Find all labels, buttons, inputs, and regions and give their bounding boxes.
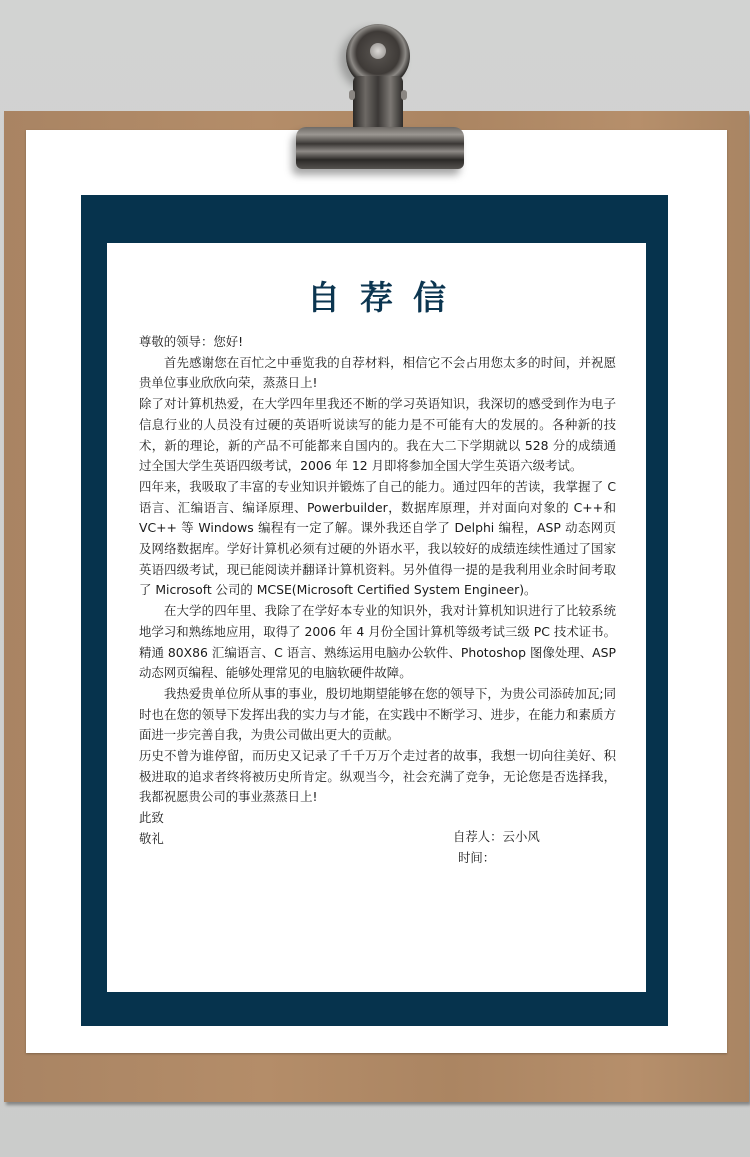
letter-title: 自荐信 bbox=[307, 278, 466, 317]
paragraph-conclusion: 历史不曾为谁停留，而历史又记录了千千万万个走过者的故事，我想一切向往美好、积极进取的追求者终将被历史所肯定。纵观当今，社会充满了竞争，无论您是否选择我，我都祝愿贵公司的事业蒸蒸日上! bbox=[139, 748, 616, 805]
paragraph-skills: 四年来，我吸取了丰富的专业知识并锻炼了自己的能力。通过四年的苦读，我掌握了 C 语言、汇编语言、编译原理、Powerbuilder，数据库原理，并对面向对象的 C++和 VC++ 等 Windows 编程有一定了解。课外我还自学了 Delphi 编程，ASP 动态网页及网络数据库。学好计算机必须有过硬的外语水平，我以较好的成绩连续性通过了国家英语四级考试，现已能阅读并翻译计算机资料。另外值得一提的是我利用业余时间考取了 Microsoft 公司的 MCSE(Microsoft Certified System Engineer)。 bbox=[139, 478, 616, 598]
clip-ring-hole bbox=[370, 43, 386, 59]
paragraph-certificates: 在大学的四年里、我除了在学好本专业的知识外，我对计算机知识进行了比较系统地学习和熟练地应用，取得了 2006 年 4 月份全国计算机等级考试三级 PC 技术证书。精通 80X86 汇编语言、C 语言、熟练运用电脑办公软件、Photoshop 图像处理、ASP 动态网页编程、能够处理常见的电脑软硬件故障。 bbox=[139, 603, 616, 681]
binder-clip-icon bbox=[296, 24, 464, 170]
clip-base bbox=[296, 127, 464, 169]
paragraph-intro: 首先感谢您在百忙之中垂览我的自荐材料，相信它不会占用您太多的时间，并祝愿贵单位事业欣欣向荣，蒸蒸日上! bbox=[139, 354, 616, 391]
paragraph-aspiration: 我热爱贵单位所从事的事业，殷切地期望能够在您的领导下，为贵公司添砖加瓦;同时也在您的领导下发挥出我的实力与才能，在实践中不断学习、进步，在能力和素质方面进一步完善自我，为贵公司做出更大的贡献。 bbox=[139, 685, 616, 743]
closing-line-1: 此致 bbox=[139, 810, 164, 826]
date-label: 时间： bbox=[458, 850, 496, 865]
signature-block bbox=[453, 826, 540, 868]
signature: 自荐人：云小风 bbox=[453, 829, 540, 844]
clip-pin-right bbox=[401, 90, 407, 100]
clip-pin-left bbox=[349, 90, 355, 100]
paragraph-english: 除了对计算机热爱，在大学四年里我还不断的学习英语知识，我深切的感受到作为电子信息行业的人员没有过硬的英语听说读写的能力是不可能有大的发展的。各种新的技术，新的理论，新的产品不可能都来自国内的。我在大二下学期就以 528 分的成绩通过全国大学生英语四级考试，2006 年 12 月即将参加全国大学生英语六级考试。 bbox=[139, 396, 616, 474]
greeting: 尊敬的领导：您好! bbox=[139, 334, 244, 349]
closing-line-2: 敬礼 bbox=[139, 830, 164, 846]
letter-body bbox=[139, 332, 616, 850]
